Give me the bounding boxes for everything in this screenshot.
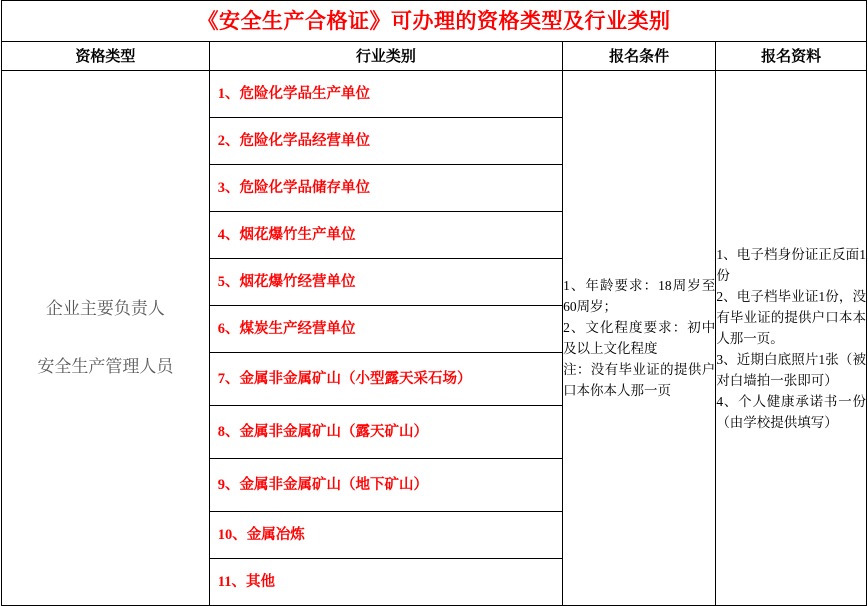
qualification-type-2: 安全生产管理人员: [37, 357, 174, 376]
condition-1: 1、年龄要求：18周岁至60周岁；: [563, 278, 716, 314]
list-item: [210, 353, 562, 406]
list-item: [210, 459, 562, 512]
list-item: [210, 306, 562, 353]
list-item: [210, 512, 562, 559]
header-materials: 报名资料: [716, 42, 867, 71]
qualification-table: [1, 0, 867, 606]
industry-item-9: 9、金属非金属矿山（地下矿山）: [210, 459, 562, 512]
industry-item-1: 1、危险化学品生产单位: [210, 71, 562, 118]
list-item: [210, 259, 562, 306]
industry-cell: [209, 71, 562, 606]
header-conditions: 报名条件: [563, 42, 716, 71]
industry-item-4: 4、烟花爆竹生产单位: [210, 212, 562, 259]
table-header-row: [2, 42, 867, 71]
table-title-row: [2, 1, 867, 42]
industry-item-7: 7、金属非金属矿山（小型露天采石场）: [210, 353, 562, 406]
industry-item-10: 10、金属冶炼: [210, 512, 562, 559]
industry-item-11: 11、其他: [217, 573, 275, 590]
materials-cell: [716, 71, 867, 606]
list-item: [210, 406, 562, 459]
list-item: [210, 71, 562, 118]
qualification-spacer: [2, 331, 209, 345]
industry-item-3: 3、危险化学品储存单位: [210, 165, 562, 212]
document-title: 《安全生产合格证》可办理的资格类型及行业类别: [197, 9, 671, 33]
condition-2: 2、文化程度要求：初中及以上文化程度: [563, 320, 716, 356]
list-item: [210, 212, 562, 259]
condition-3: 注：没有毕业证的提供户口本你本人那一页: [563, 362, 716, 398]
material-2: 2、电子档毕业证1份，没有毕业证的提供户口本本人那一页。: [716, 288, 866, 346]
material-4: 4、个人健康承诺书一份（由学校提供填写）: [716, 393, 866, 430]
header-qualification: 资格类型: [2, 42, 210, 71]
industry-item-8: 8、金属非金属矿山（露天矿山）: [210, 406, 562, 459]
list-item: [210, 118, 562, 165]
industry-item-6: 6、煤炭生产经营单位: [210, 306, 562, 353]
conditions-cell: [563, 71, 716, 606]
qualification-cell: [2, 71, 210, 606]
industry-item-5: 5、烟花爆竹经营单位: [210, 259, 562, 306]
table-body-row: [2, 71, 867, 606]
table-title-cell: [2, 1, 867, 42]
list-item: [210, 165, 562, 212]
qualification-type-1: 企业主要负责人: [45, 299, 165, 318]
header-industry: 行业类别: [209, 42, 562, 71]
material-1: 1、电子档身份证正反面1份: [716, 246, 866, 283]
list-item: [210, 559, 562, 606]
industry-list: [210, 71, 562, 605]
material-3: 3、近期白底照片1张（被对白墙拍一张即可）: [716, 351, 866, 388]
industry-item-2: 2、危险化学品经营单位: [210, 118, 562, 165]
